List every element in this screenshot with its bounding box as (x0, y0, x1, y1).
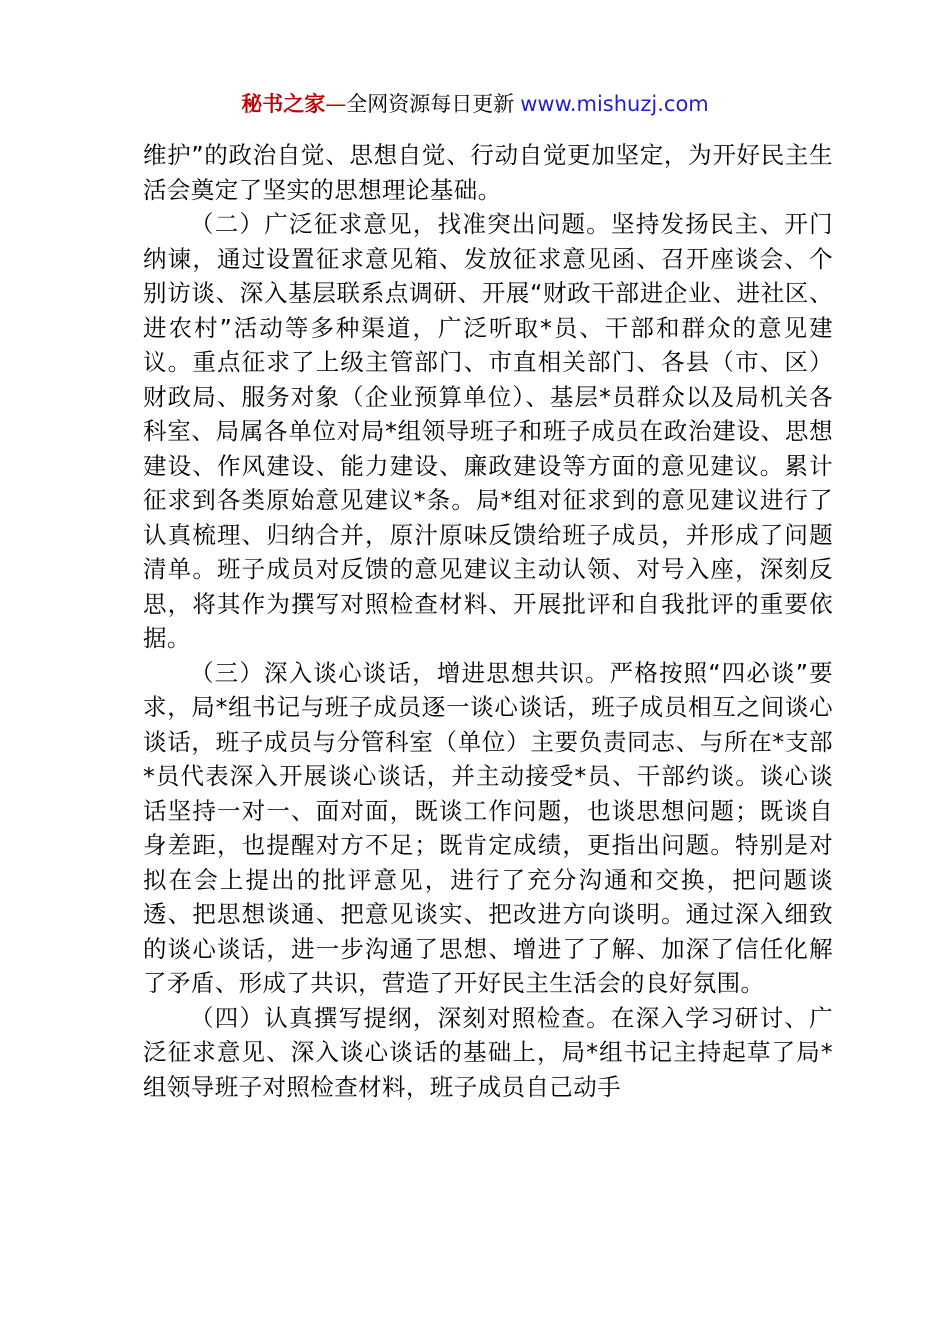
paragraph-section-4: （四）认真撰写提纲，深刻对照检查。在深入学习研讨、广泛征求意见、深入谈心谈话的基础上，局*组书记主持起草了局*组领导班子对照检查材料，班子成员自己动手 (143, 1003, 833, 1101)
document-body (143, 138, 833, 1104)
paragraph-section-3: （三）深入谈心谈话，增进思想共识。严格按照“四必谈”要求，局*组书记与班子成员逐一谈心谈话，班子成员相互之间谈心谈话，班子成员与分管科室（单位）主要负责同志、与所在*支部*员代表深入开展谈心谈话，并主动接受*员、干部约谈。谈心谈话坚持一对一、面对面，既谈工作问题，也谈思想问题；既谈自身差距，也提醒对方不足；既肯定成绩，更指出问题。特别是对拟在会上提出的批评意见，进行了充分沟通和交换，把问题谈透、把思想谈通、把意见谈实、把改进方向谈明。通过深入细致的谈心谈话，进一步沟通了思想、增进了了解、加深了信任化解了矛盾、形成了共识，营造了开好民主生活会的良好氛围。 (143, 658, 833, 997)
site-url-link[interactable]: www.mishuzj.com (520, 92, 709, 116)
brand-name: 秘书之家 (241, 92, 326, 116)
paragraph-section-2: （二）广泛征求意见，找准突出问题。坚持发扬民主、开门纳谏，通过设置征求意见箱、发放征求意见函、召开座谈会、个别访谈、深入基层联系点调研、开展“财政干部进企业、进社区、进农村”活动等多种渠道，广泛听取*员、干部和群众的意见建议。重点征求了上级主管部门、市直相关部门、各县（市、区）财政局、服务对象（企业预算单位）、基层*员群众以及局机关各科室、局属各单位对局*组领导班子和班子成员在政治建设、思想建设、作风建设、能力建设、廉政建设等方面的意见建议。累计征求到各类原始意见建议*条。局*组对征求到的意见建议进行了认真梳理、归纳合并，原汁原味反馈给班子成员，并形成了问题清单。班子成员对反馈的意见建议主动认领、对号入座，深刻反思，将其作为撰写对照检查材料、开展批评和自我批评的重要依据。 (143, 210, 833, 652)
banner-slogan: 全网资源每日更新 (346, 92, 515, 116)
site-banner (0, 88, 950, 120)
paragraph-continuation: 维护”的政治自觉、思想自觉、行动自觉更加坚定，为开好民主生活会奠定了坚实的思想理论基础。 (143, 141, 833, 204)
banner-dash: — (325, 92, 347, 116)
